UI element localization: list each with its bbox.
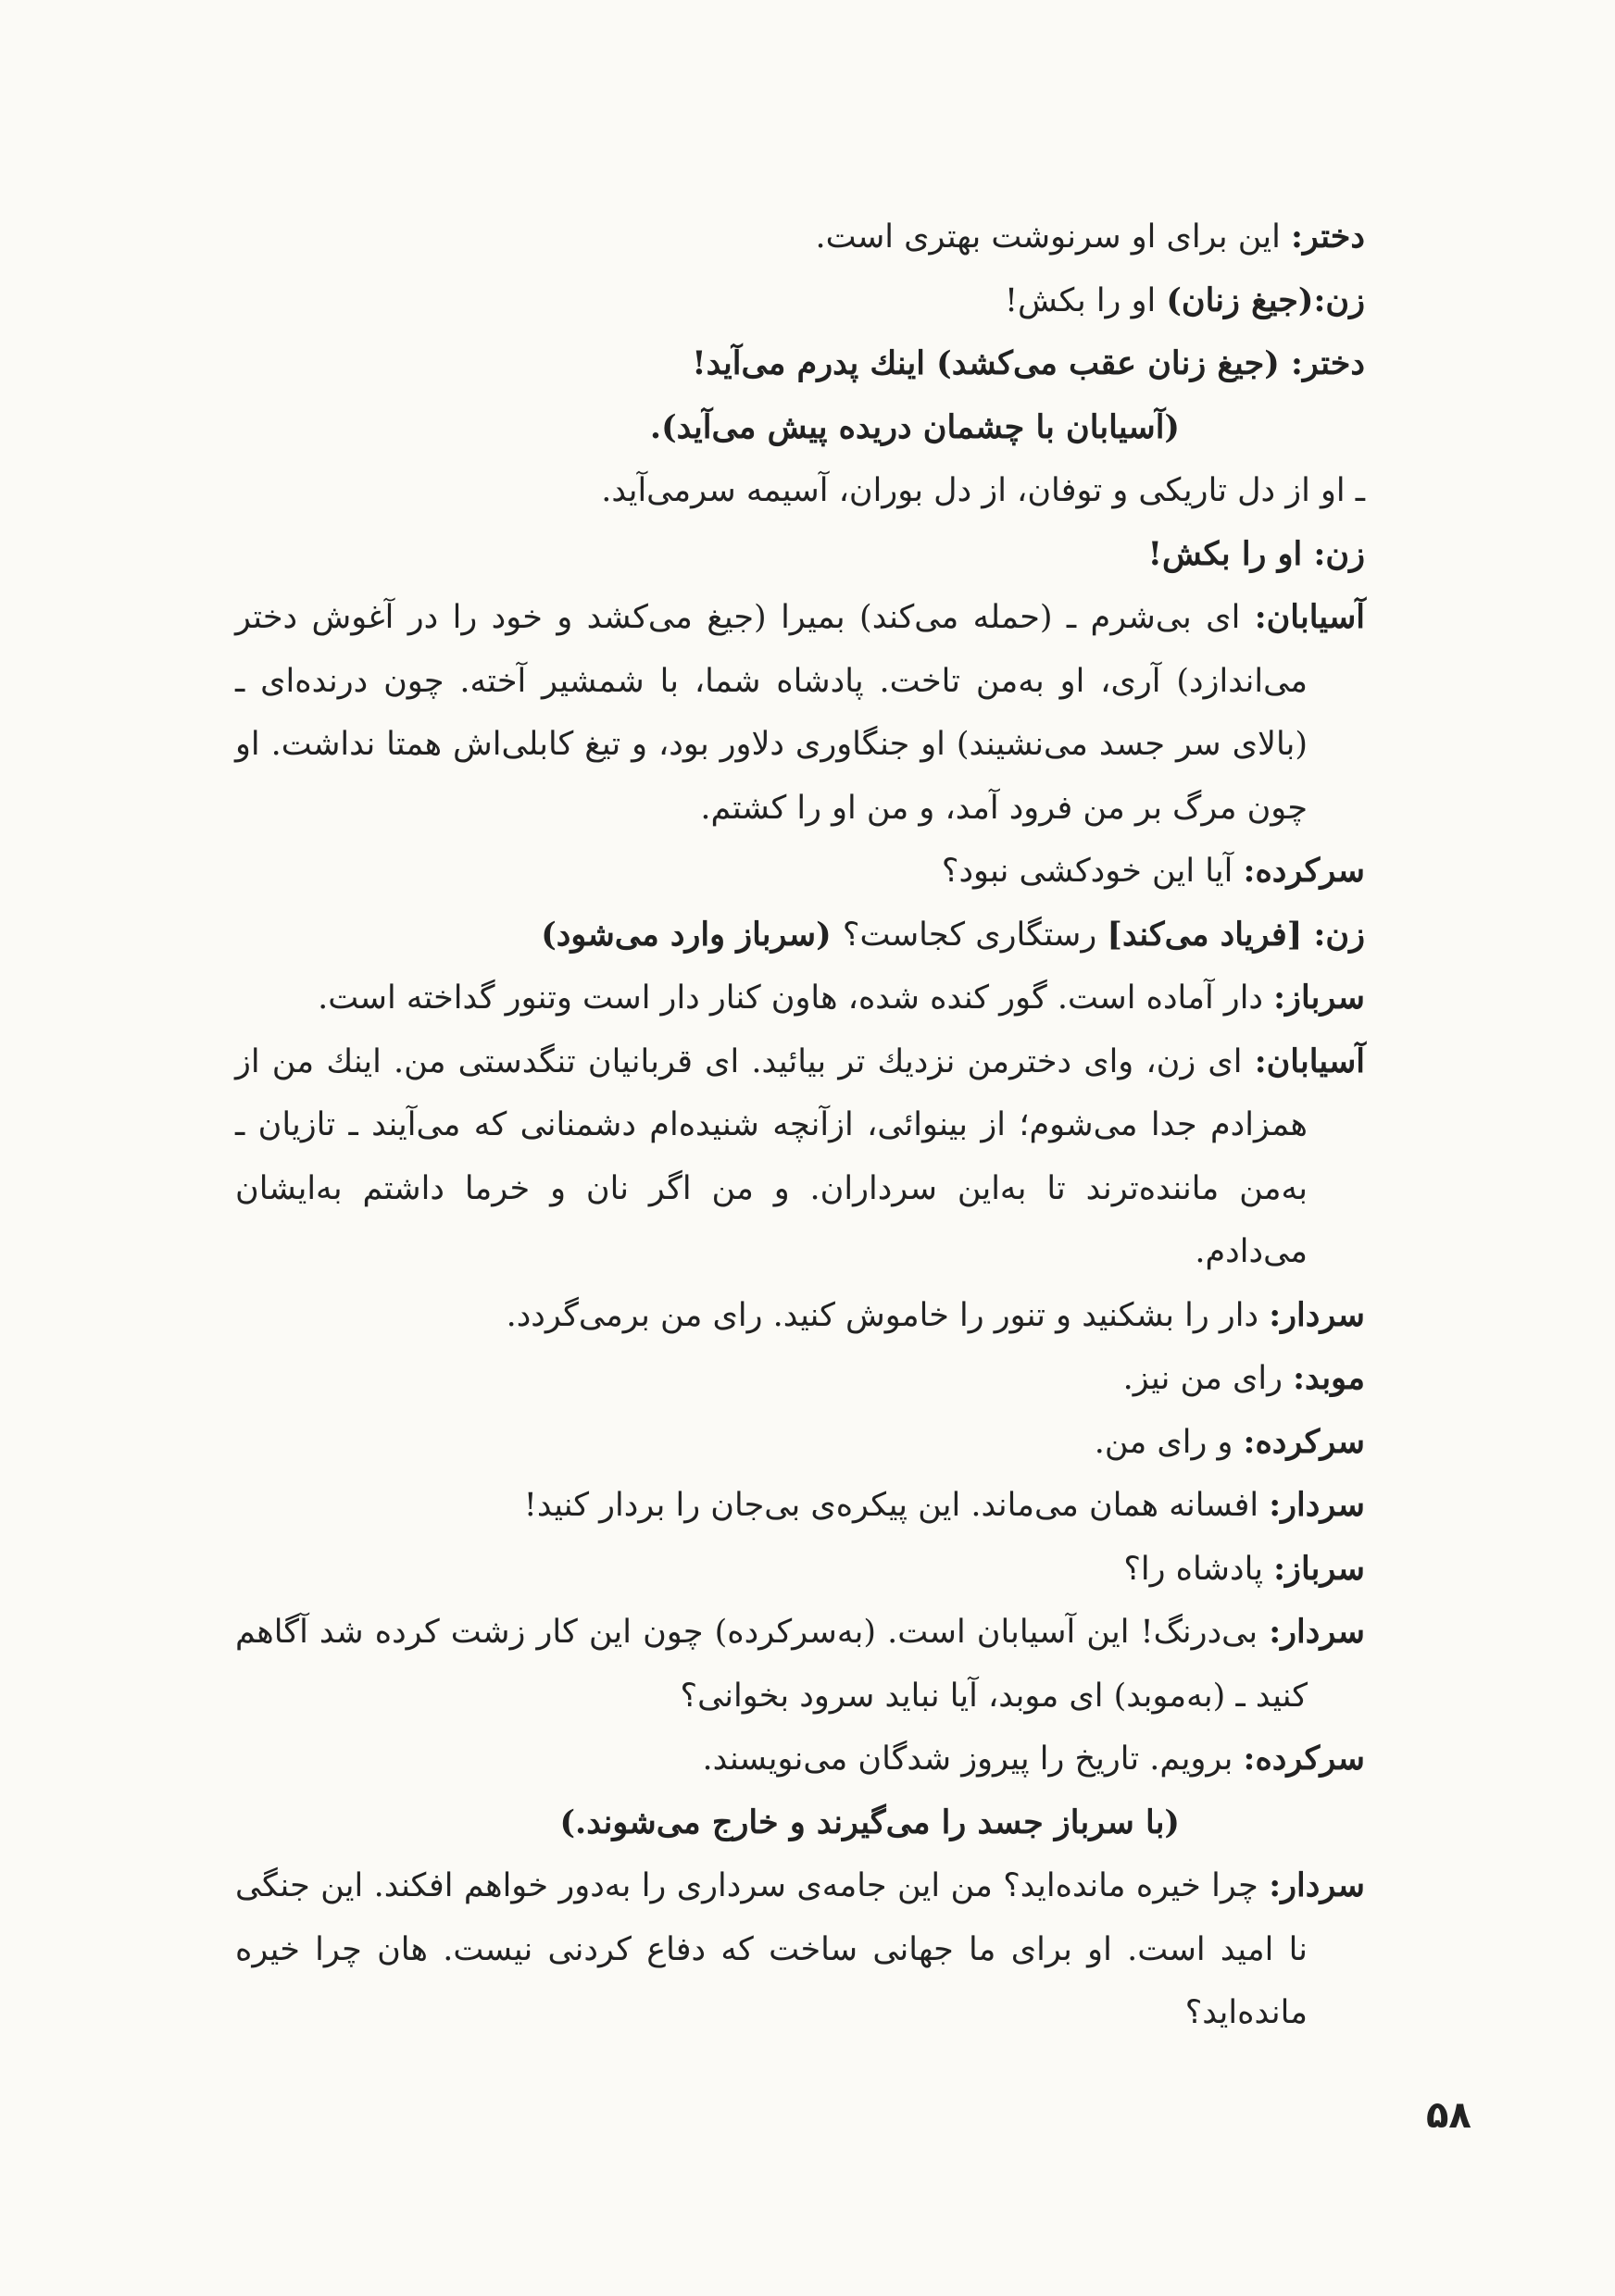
speaker-name: سرباز: xyxy=(1273,979,1365,1017)
page-number: ۵۸ xyxy=(1426,2094,1471,2137)
speaker-name: سرکرده: xyxy=(1243,1740,1365,1778)
line-text: رای من نیز. xyxy=(1122,1360,1294,1397)
line-text: و رای من. xyxy=(1094,1423,1244,1461)
dialogue-line xyxy=(235,1538,1365,1602)
speaker-name: دختر: xyxy=(1290,218,1365,256)
line-text: دار را بشکنید و تنور را خاموش کنید. رای من برمی‌گردد. xyxy=(506,1296,1270,1334)
line-text: او را بکش! xyxy=(1004,281,1167,319)
dialogue-line xyxy=(235,332,1365,396)
speaker-name: آسیابان: xyxy=(1254,598,1365,636)
line-text: این برای او سرنوشت بهتری است. xyxy=(815,218,1291,256)
speaker-name: آسیابان: xyxy=(1254,1042,1365,1080)
play-dialogue xyxy=(235,206,1365,2045)
line-text: ای بی‌شرم ـ (حمله می‌کند) بمیرا (جیغ می‌کشد و خود را در آغوش دختر می‌اندازد) آری، او به‌من تاخت. پادشاه شما، با شمشیر آخته. چون درنده‌ای ـ (بالای سر جسد می‌نشیند) او جنگاوری دلاور بود، و تیغ کابلی‌اش همتا نداشت. او چون مرگ بر من فرود آمد، و من او را کشتم. xyxy=(235,599,1308,827)
line-text: دار آماده است. گور کنده شده، هاون کنار دار است وتنور گداخته است. xyxy=(318,980,1274,1017)
dialogue-line xyxy=(235,1601,1365,1728)
dialogue-line xyxy=(235,904,1365,967)
speaker-name: سردار: xyxy=(1269,1486,1365,1524)
speaker-name: سرکرده: xyxy=(1243,852,1365,890)
line-text: رستگاری کجاست؟ xyxy=(842,916,1108,954)
line-text: ای زن، وای دخترمن نزدیك تر بیائید. ای قربانیان تنگدستی من. اینك من از همزادم جدا می‌شوم؛ از بینوائی، ازآنچه شنیده‌ام دشمنانی که می‌آیند ـ تازیان ـ به‌من ماننده‌ترند تا به‌این سرداران. و من اگر نان و خرما داشتم به‌ایشان می‌دادم. xyxy=(235,1042,1308,1270)
line-text: پادشاه را؟ xyxy=(1123,1550,1274,1588)
stage-direction: (جیغ زنان) xyxy=(1166,281,1314,319)
dialogue-line xyxy=(235,206,1365,269)
speaker-name: موبد: xyxy=(1293,1359,1365,1397)
dialogue-line xyxy=(235,840,1365,904)
line-text: برویم. تاریخ را پیروز شدگان می‌نویسند. xyxy=(702,1741,1244,1778)
dialogue-line xyxy=(235,1284,1365,1348)
stage-direction-line: (آسیابان با چشمان دریده پیش می‌آید). xyxy=(649,407,1180,446)
line-text: بی‌درنگ! این آسیابان است. (به‌سرکرده) چون این کار زشت کرده شد آگاهم کنید ـ (به‌موبد) ای موبد، آیا نباید سرود بخوانی؟ xyxy=(235,1614,1308,1715)
stage-direction: [فریاد می‌کند] xyxy=(1107,915,1314,954)
speaker-name: سردار: xyxy=(1269,1295,1365,1334)
speaker-name: زن: xyxy=(1313,915,1365,954)
dialogue-line xyxy=(235,523,1365,587)
dialogue-line xyxy=(235,1030,1365,1284)
line-text: اینك پدرم می‌آید! xyxy=(692,344,937,382)
dialogue-line xyxy=(235,967,1365,1030)
narration-line: ـ او از دل تاریکی و توفان، از دل بوران، آسیمه سرمی‌آید. xyxy=(601,472,1365,509)
speaker-name: زن: xyxy=(1313,534,1365,573)
speaker-name: دختر: xyxy=(1290,344,1365,382)
stage-direction-line: (با سرباز جسد را می‌گیرند و خارج می‌شوند.) xyxy=(559,1803,1180,1841)
dialogue-line xyxy=(235,1347,1365,1411)
speaker-name: زن: xyxy=(1313,281,1365,319)
stage-direction: (سرباز وارد می‌شود) xyxy=(541,915,843,954)
line-text: چرا خیره مانده‌اید؟ من این جامه‌ی سرداری را به‌دور خواهم افکند. این جنگی نا امید است. او برای ما جهانی ساخت که دفاع کردنی نیست. هان چرا خیره مانده‌اید؟ xyxy=(235,1867,1308,2031)
dialogue-line xyxy=(235,586,1365,840)
stage-direction: (جیغ زنان عقب می‌کشد) xyxy=(936,344,1291,382)
dialogue-line xyxy=(235,1474,1365,1538)
line-text: افسانه همان می‌ماند. این پیکره‌ی بی‌جان را بردار کنید! xyxy=(523,1487,1270,1524)
dialogue-line xyxy=(235,269,1365,333)
dialogue-line xyxy=(235,1854,1365,2045)
speaker-name: سرباز: xyxy=(1273,1549,1365,1588)
speaker-name: سردار: xyxy=(1269,1866,1365,1904)
speaker-name: سردار: xyxy=(1269,1613,1365,1651)
line-text: او را بکش! xyxy=(1147,534,1314,573)
dialogue-line xyxy=(235,1728,1365,1791)
dialogue-line xyxy=(235,1411,1365,1475)
speaker-name: سرکرده: xyxy=(1243,1422,1365,1461)
line-text: آیا این خودکشی نبود؟ xyxy=(941,853,1244,890)
